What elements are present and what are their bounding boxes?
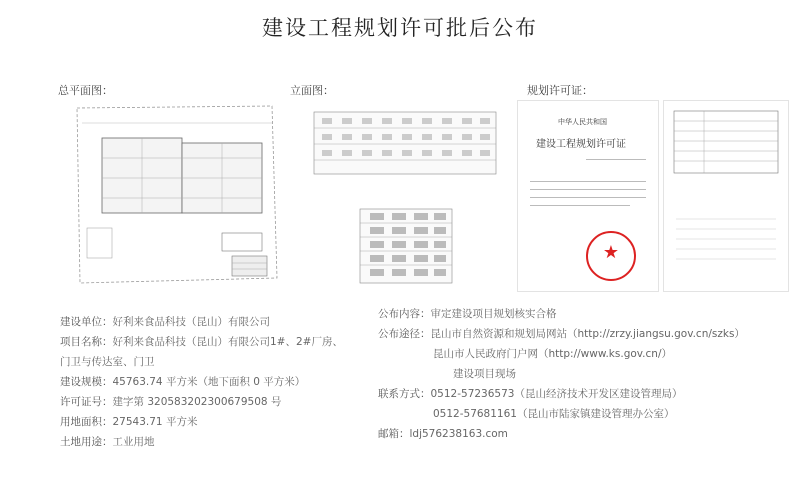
- contact-phone-2: 0512-57681161（昆山市陆家镇建设管理办公室）: [433, 408, 675, 420]
- permit-table-svg: [664, 101, 788, 291]
- email-link[interactable]: ldj576238163.com: [409, 428, 508, 440]
- permit-label: 规划许可证：: [527, 84, 593, 97]
- certificate-name: 建设工程规划许可证: [536, 139, 626, 150]
- contact-phone-1: 0512-57236573（昆山经济技术开发区建设管理局）: [430, 388, 683, 400]
- label: 项目名称：: [60, 336, 113, 348]
- value: 工业用地: [112, 436, 155, 448]
- label: 联系方式：: [378, 388, 431, 400]
- value: 45763.74 平方米（地下面积 0 平方米）: [112, 376, 306, 388]
- value: 门卫与传达室、门卫: [60, 356, 155, 368]
- value: 建字第 320583202300679508 号: [112, 396, 282, 408]
- left-info-block: [60, 312, 343, 452]
- label: 建设单位：: [60, 316, 113, 328]
- certificate-country: 中华人民共和国: [558, 118, 607, 126]
- info-row-land-use: [60, 432, 343, 452]
- info-row-land-area: [60, 412, 343, 432]
- elevation-drawing-2: [340, 205, 470, 287]
- info-row-project: [60, 332, 343, 352]
- info-row-announce: [378, 304, 745, 324]
- info-row-email: [378, 424, 745, 444]
- label: 公布途径：: [378, 328, 431, 340]
- value: 27543.71 平方米: [112, 416, 198, 428]
- info-row-permit-no: [60, 392, 343, 412]
- info-row-contact-2: [378, 404, 745, 424]
- site-plan-drawing: [72, 98, 282, 288]
- info-row-sites-2: [378, 344, 745, 364]
- cert-rule-5: [530, 205, 630, 206]
- info-row-sites: [378, 324, 745, 344]
- cert-rule-2: [530, 181, 646, 182]
- label: 建设规模：: [60, 376, 113, 388]
- label: 用地面积：: [60, 416, 113, 428]
- elevation-label: 立面图：: [290, 84, 334, 97]
- right-info-block: [378, 304, 745, 444]
- page-title: 建设工程规划许可批后公布: [262, 16, 538, 40]
- info-row-sites-3: [378, 364, 745, 384]
- cert-rule-1: [586, 159, 646, 160]
- label: 土地用途：: [60, 436, 113, 448]
- permit-certificate-front: [517, 100, 659, 292]
- info-row-contact: [378, 384, 745, 404]
- info-row-project-cont: [60, 352, 343, 372]
- cert-rule-4: [530, 197, 646, 198]
- value: 好利来食品科技（昆山）有限公司1#、2#厂房、: [112, 336, 343, 348]
- official-seal-icon: ★: [586, 231, 636, 281]
- site-link-2[interactable]: 昆山市人民政府门户网（http://www.ks.gov.cn/）: [433, 348, 672, 360]
- elevation-drawing-1: [310, 106, 500, 180]
- value: 好利来食品科技（昆山）有限公司: [112, 316, 270, 328]
- site-link-1[interactable]: 昆山市自然资源和规划局网站（http://zrzy.jiangsu.gov.cn/szks）: [430, 328, 745, 340]
- cert-rule-3: [530, 189, 646, 190]
- site-plan-label: 总平面图：: [58, 84, 113, 97]
- site-onsite: 建设项目现场: [453, 368, 516, 380]
- label: 邮箱：: [378, 428, 410, 440]
- label: 公布内容：: [378, 308, 431, 320]
- permit-certificate-table: [663, 100, 789, 292]
- elevation-svg-1: [310, 106, 500, 180]
- value: 审定建设项目规划核实合格: [430, 308, 557, 320]
- elevation-svg-2: [340, 205, 470, 287]
- info-row-scale: [60, 372, 343, 392]
- site-plan-image: [72, 98, 282, 288]
- info-row-builder: [60, 312, 343, 332]
- label: 许可证号：: [60, 396, 113, 408]
